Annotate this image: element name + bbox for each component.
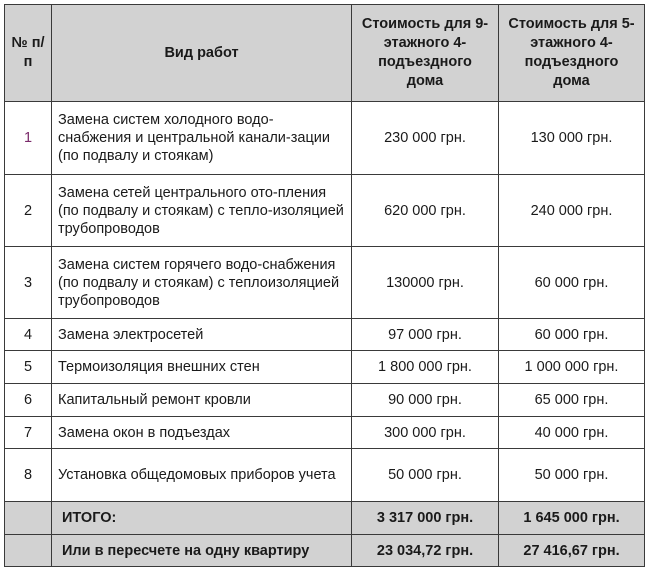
total-number-cell	[5, 502, 52, 535]
row-number: 3	[5, 247, 52, 319]
row-cost-5-floor: 60 000 грн.	[499, 319, 645, 351]
row-work-type: Замена систем горячего водо-снабжения (по подвалу и стоякам) с теплоизоляцией трубопроводов	[52, 247, 352, 319]
row-cost-9-floor: 1 800 000 грн.	[352, 351, 499, 384]
total-label: ИТОГО:	[52, 502, 352, 535]
row-cost-5-floor: 50 000 грн.	[499, 449, 645, 502]
row-cost-9-floor: 90 000 грн.	[352, 384, 499, 417]
row-work-type: Замена сетей центрального ото-пления (по подвалу и стоякам) с тепло-изоляцией трубопроводов	[52, 175, 352, 247]
row-number: 7	[5, 417, 52, 449]
total-cost-5-floor: 1 645 000 грн.	[499, 502, 645, 535]
per-apartment-label: Или в пересчете на одну квартиру	[52, 535, 352, 567]
row-cost-9-floor: 130000 грн.	[352, 247, 499, 319]
row-cost-9-floor: 97 000 грн.	[352, 319, 499, 351]
table-row	[5, 175, 645, 247]
row-cost-5-floor: 40 000 грн.	[499, 417, 645, 449]
per-apartment-cost-9-floor: 23 034,72 грн.	[352, 535, 499, 567]
table-row	[5, 351, 645, 384]
row-cost-9-floor: 50 000 грн.	[352, 449, 499, 502]
table-row	[5, 319, 645, 351]
row-work-type: Замена окон в подъездах	[52, 417, 352, 449]
header-number: № п/п	[5, 5, 52, 102]
row-number: 6	[5, 384, 52, 417]
table-row	[5, 449, 645, 502]
table-row	[5, 102, 645, 175]
total-row	[5, 502, 645, 535]
renovation-cost-table	[4, 4, 645, 567]
row-number: 5	[5, 351, 52, 384]
row-cost-9-floor: 620 000 грн.	[352, 175, 499, 247]
table-row	[5, 247, 645, 319]
header-cost-9-floor: Стоимость для 9-этажного 4-подъездного дома	[352, 5, 499, 102]
row-cost-5-floor: 65 000 грн.	[499, 384, 645, 417]
row-work-type: Замена систем холодного водо-снабжения и центральной канали-зации (по подвалу и стоякам)	[52, 102, 352, 175]
cost-table-wrapper	[4, 4, 645, 567]
row-work-type: Установка общедомовых приборов учета	[52, 449, 352, 502]
row-number: 4	[5, 319, 52, 351]
total-cost-9-floor: 3 317 000 грн.	[352, 502, 499, 535]
row-number: 1	[5, 102, 52, 175]
per-apartment-cost-5-floor: 27 416,67 грн.	[499, 535, 645, 567]
row-work-type: Капитальный ремонт кровли	[52, 384, 352, 417]
per-apartment-number-cell	[5, 535, 52, 567]
table-row	[5, 384, 645, 417]
row-number: 2	[5, 175, 52, 247]
row-cost-5-floor: 1 000 000 грн.	[499, 351, 645, 384]
row-cost-9-floor: 230 000 грн.	[352, 102, 499, 175]
table-header-row	[5, 5, 645, 102]
row-work-type: Термоизоляция внешних стен	[52, 351, 352, 384]
table-row	[5, 417, 645, 449]
per-apartment-row	[5, 535, 645, 567]
row-cost-5-floor: 240 000 грн.	[499, 175, 645, 247]
row-work-type: Замена электросетей	[52, 319, 352, 351]
header-work-type: Вид работ	[52, 5, 352, 102]
row-cost-9-floor: 300 000 грн.	[352, 417, 499, 449]
row-number: 8	[5, 449, 52, 502]
row-cost-5-floor: 130 000 грн.	[499, 102, 645, 175]
row-cost-5-floor: 60 000 грн.	[499, 247, 645, 319]
header-cost-5-floor: Стоимость для 5-этажного 4-подъездного дома	[499, 5, 645, 102]
